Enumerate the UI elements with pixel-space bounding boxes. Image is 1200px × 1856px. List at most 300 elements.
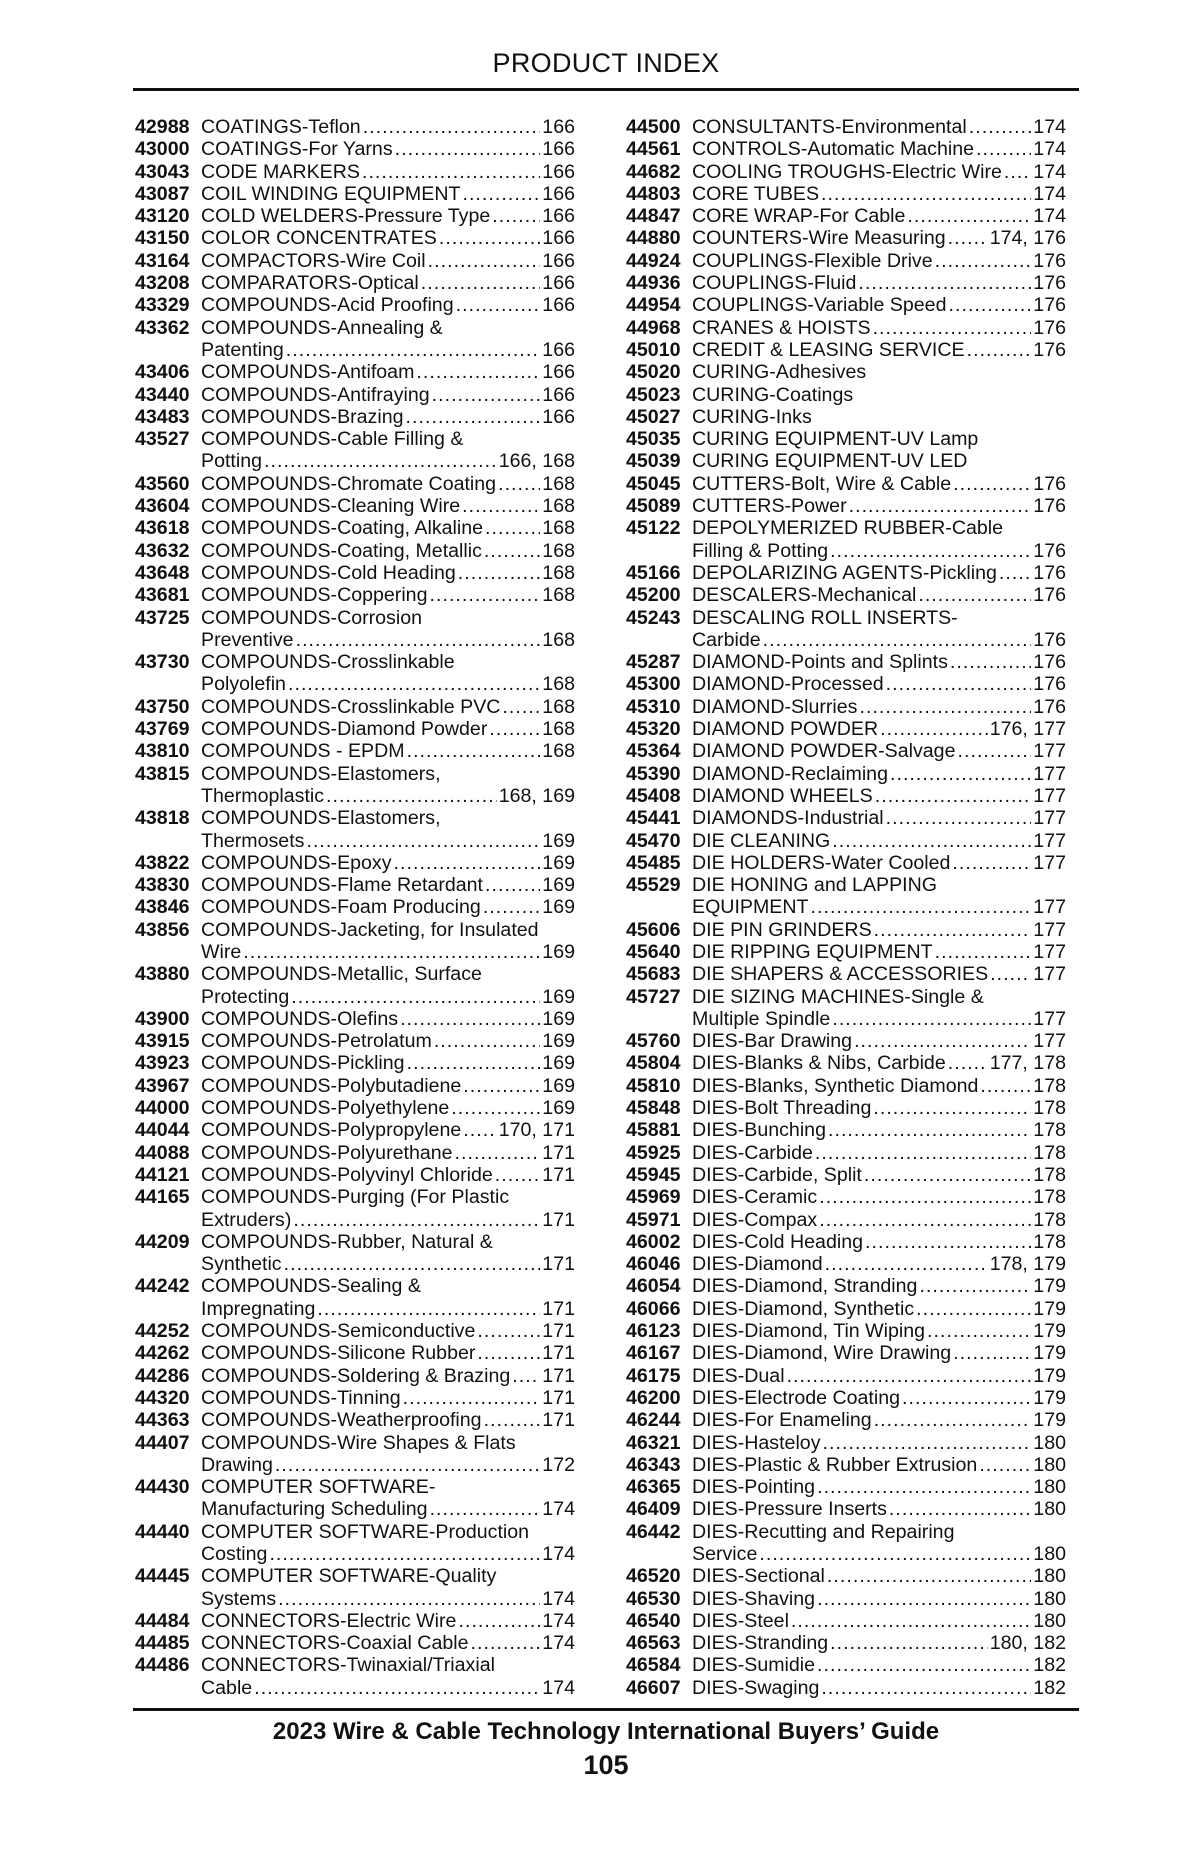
dot-leader (430, 1498, 541, 1520)
entry-code: 44262 (135, 1342, 190, 1365)
entry-code: 45035 (626, 428, 681, 451)
entry-page-ref: 178 (1033, 1119, 1066, 1142)
index-entry-line (135, 1030, 575, 1052)
entry-page-ref: 168 (542, 517, 575, 540)
dot-leader (889, 1498, 1031, 1520)
entry-page-ref: 172 (542, 1453, 575, 1476)
dot-leader (935, 941, 1032, 963)
entry-code: 45300 (626, 673, 681, 696)
dot-leader (484, 540, 540, 562)
index-entry (626, 317, 1066, 339)
entry-page-ref: 169 (542, 1074, 575, 1097)
entry-name: Systems (201, 1587, 277, 1610)
entry-name: DIES-Bar Drawing (692, 1030, 853, 1053)
entry-page-ref: 176 (1033, 472, 1066, 495)
index-entry (626, 651, 1066, 673)
entry-name: COMPOUNDS-Crosslinkable (201, 651, 455, 674)
dot-leader (787, 1365, 1032, 1387)
entry-name: DIES-Diamond, Stranding (692, 1275, 918, 1298)
entry-code: 43000 (135, 138, 190, 161)
entry-code: 45310 (626, 695, 681, 718)
dot-leader (948, 294, 1031, 316)
index-entry-line (135, 852, 575, 874)
entry-page-ref: 180 (1033, 1543, 1066, 1565)
index-entry (626, 852, 1066, 874)
index-entry (626, 250, 1066, 272)
index-entry (626, 272, 1066, 294)
dot-leader (455, 1142, 541, 1164)
entry-code: 43618 (135, 517, 190, 540)
index-entry-line (626, 1632, 1066, 1654)
index-entry-line (626, 1320, 1066, 1342)
index-entry-line (135, 495, 575, 517)
entry-code: 46563 (626, 1632, 681, 1655)
index-entry-line (135, 473, 575, 495)
index-entry-line (626, 1342, 1066, 1364)
index-entry (626, 1521, 1066, 1566)
dot-leader (957, 740, 1031, 762)
entry-code: 44486 (135, 1654, 190, 1677)
index-entry (626, 183, 1066, 205)
entry-name: CODE MARKERS (201, 160, 360, 183)
entry-page-ref: 176 (1033, 628, 1066, 651)
entry-page-ref: 177, 178 (989, 1052, 1066, 1075)
index-entry (135, 1164, 575, 1186)
entry-code: 45027 (626, 405, 681, 428)
index-entry (626, 1298, 1066, 1320)
index-entry (626, 1052, 1066, 1074)
index-entry (626, 763, 1066, 785)
dot-leader (1004, 161, 1031, 183)
dot-leader (306, 830, 540, 852)
entry-code: 44924 (626, 249, 681, 272)
entry-name: DIAMOND-Slurries (692, 695, 858, 718)
entry-code: 46343 (626, 1453, 681, 1476)
entry-page-ref: 176 (1033, 249, 1066, 272)
entry-name: COMPOUNDS-Soldering & Brazing (201, 1364, 511, 1387)
entry-code: 43923 (135, 1052, 190, 1075)
index-entry (135, 1654, 575, 1699)
entry-page-ref: 176 (1033, 561, 1066, 584)
entry-code: 44209 (135, 1230, 190, 1253)
entry-page-ref: 180 (1033, 1453, 1066, 1476)
dot-leader (827, 1565, 1031, 1587)
dot-leader (759, 1543, 1031, 1565)
entry-code: 45010 (626, 338, 681, 361)
entry-code: 45881 (626, 1119, 681, 1142)
entry-code: 46365 (626, 1476, 681, 1499)
entry-code: 43632 (135, 539, 190, 562)
entry-page-ref: 168 (542, 740, 575, 763)
dot-leader (821, 183, 1031, 205)
entry-code: 45485 (626, 851, 681, 874)
index-entry (626, 1476, 1066, 1498)
index-entry (626, 941, 1066, 963)
dot-leader (791, 1610, 1031, 1632)
dot-leader (916, 1298, 1031, 1320)
entry-name: DEPOLYMERIZED RUBBER-Cable (692, 517, 1004, 540)
entry-page-ref: 178 (1033, 1230, 1066, 1253)
index-entry-line (626, 1498, 1066, 1520)
entry-page-ref: 169 (542, 851, 575, 874)
entry-code: 43750 (135, 695, 190, 718)
index-entry-line (135, 1008, 575, 1030)
dot-leader (477, 1320, 540, 1342)
dot-leader (254, 1677, 540, 1699)
entry-name: COMPOUNDS-Wire Shapes & Flats (201, 1431, 516, 1454)
entry-code: 45441 (626, 807, 681, 830)
index-entry-line (626, 227, 1066, 249)
entry-code: 45760 (626, 1030, 681, 1053)
entry-name: COMPOUNDS-Elastomers, (201, 807, 441, 830)
entry-name: DIES-Hasteloy (692, 1431, 821, 1454)
index-entry-line (135, 116, 575, 138)
index-entry-line (626, 428, 1066, 450)
entry-name: DIAMONDS-Industrial (692, 807, 884, 830)
index-entry (626, 874, 1066, 919)
index-entry (135, 1342, 575, 1364)
entry-code: 45945 (626, 1163, 681, 1186)
entry-code: 45470 (626, 829, 681, 852)
entry-name: DESCALING ROLL INSERTS- (692, 606, 958, 629)
entry-name: DIES-Dual (692, 1364, 785, 1387)
entry-page-ref: 171 (542, 1386, 575, 1409)
index-entry-line (135, 1543, 575, 1565)
index-entry (135, 517, 575, 539)
entry-code: 44363 (135, 1409, 190, 1432)
entry-page-ref: 177 (1033, 1007, 1066, 1030)
entry-page-ref: 171 (542, 1141, 575, 1164)
dot-leader (902, 1387, 1031, 1409)
index-entry (626, 673, 1066, 695)
entry-name: DIES-Ceramic (692, 1186, 818, 1209)
index-entry-line (135, 406, 575, 428)
index-entry-line (626, 1052, 1066, 1074)
entry-code: 44803 (626, 182, 681, 205)
dot-leader (326, 785, 497, 807)
entry-name: DIAMOND-Points and Splints (692, 651, 948, 674)
entry-name: DIES-Electrode Coating (692, 1386, 901, 1409)
index-entry-line (135, 941, 575, 963)
entry-code: 43527 (135, 428, 190, 451)
entry-code: 45727 (626, 985, 681, 1008)
entry-name: COMPOUNDS-Flame Retardant (201, 874, 483, 897)
entry-code: 46520 (626, 1565, 681, 1588)
entry-page-ref: 169 (542, 874, 575, 897)
index-entry-line (135, 339, 575, 361)
index-entry (135, 807, 575, 852)
dot-leader (495, 1164, 541, 1186)
dot-leader (456, 294, 541, 316)
entry-code: 45045 (626, 472, 681, 495)
index-entry (626, 1275, 1066, 1297)
entry-name: COLOR CONCENTRATES (201, 227, 437, 250)
entry-page-ref: 174 (542, 1676, 575, 1699)
entry-code: 43815 (135, 762, 190, 785)
dot-leader (815, 1142, 1031, 1164)
index-entry-line (135, 1164, 575, 1186)
entry-name: COMPOUNDS-Coating, Alkaline (201, 517, 484, 540)
entry-code: 44500 (626, 116, 681, 138)
index-entry (626, 830, 1066, 852)
entry-name: COMPOUNDS-Coppering (201, 584, 428, 607)
entry-name: COMPOUNDS-Acid Proofing (201, 294, 454, 317)
entry-name: DIES-Diamond, Wire Drawing (692, 1342, 952, 1365)
index-entry (135, 473, 575, 495)
index-entry-line (135, 740, 575, 762)
entry-page-ref: 182 (1033, 1654, 1066, 1677)
index-entry-line (135, 1476, 575, 1498)
index-entry-line (626, 1186, 1066, 1208)
entry-code: 44165 (135, 1186, 190, 1209)
index-entry-line (135, 651, 575, 673)
entry-page-ref: 176 (1033, 584, 1066, 607)
entry-page-ref: 179 (1033, 1409, 1066, 1432)
dot-leader (395, 138, 541, 160)
entry-code: 44440 (135, 1520, 190, 1543)
entry-name: CONNECTORS-Coaxial Cable (201, 1632, 469, 1655)
entry-name: COMPOUNDS-Crosslinkable PVC (201, 695, 501, 718)
entry-page-ref: 168 (542, 628, 575, 651)
entry-page-ref: 168 (542, 561, 575, 584)
entry-name: DIE CLEANING (692, 829, 831, 852)
index-entry (626, 294, 1066, 316)
dot-leader (859, 696, 1031, 718)
entry-code: 43406 (135, 361, 190, 384)
dot-leader (810, 896, 1031, 918)
index-entry (135, 1409, 575, 1431)
entry-name: COMPOUNDS-Annealing & (201, 316, 443, 339)
index-entry-line (626, 1275, 1066, 1297)
entry-code: 43818 (135, 807, 190, 830)
entry-code: 45200 (626, 584, 681, 607)
entry-name: COMPOUNDS-Cold Heading (201, 561, 456, 584)
entry-code: 43856 (135, 918, 190, 941)
entry-name: COMPOUNDS-Corrosion (201, 606, 423, 629)
entry-name: Synthetic (201, 1253, 282, 1276)
entry-code: 43604 (135, 495, 190, 518)
index-entry (626, 1186, 1066, 1208)
index-entry-line (135, 830, 575, 852)
dot-leader (317, 1298, 540, 1320)
index-entry (626, 384, 1066, 406)
index-entry-line (135, 896, 575, 918)
entry-page-ref: 168 (542, 539, 575, 562)
index-entry (135, 763, 575, 808)
entry-name: COMPUTER SOFTWARE- (201, 1476, 436, 1499)
entry-code: 44121 (135, 1163, 190, 1186)
entry-name: COMPOUNDS-Semiconductive (201, 1320, 476, 1343)
entry-code: 44407 (135, 1431, 190, 1454)
dot-leader (483, 896, 540, 918)
entry-code: 44682 (626, 160, 681, 183)
entry-page-ref: 168 (542, 472, 575, 495)
entry-code: 45971 (626, 1208, 681, 1231)
index-entry-line (626, 1409, 1066, 1431)
entry-code: 43648 (135, 561, 190, 584)
index-entry-line (135, 1610, 575, 1632)
entry-code: 44485 (135, 1632, 190, 1655)
index-entry-line (135, 1677, 575, 1699)
entry-code: 45023 (626, 383, 681, 406)
entry-name: DIE HOLDERS-Water Cooled (692, 851, 951, 874)
index-entry-line (626, 1677, 1066, 1699)
entry-page-ref: 178 (1033, 1186, 1066, 1209)
index-entry (626, 562, 1066, 584)
index-entry-line (135, 718, 575, 740)
index-entry-line (135, 1387, 575, 1409)
dot-leader (950, 651, 1031, 673)
entry-code: 45020 (626, 361, 681, 384)
entry-code: 43362 (135, 316, 190, 339)
index-entry (135, 696, 575, 718)
entry-page-ref: 169 (542, 829, 575, 852)
dot-leader (825, 1253, 988, 1275)
index-entry-line (135, 161, 575, 183)
entry-code: 45640 (626, 940, 681, 963)
entry-code: 43730 (135, 651, 190, 674)
index-entry-line (135, 1075, 575, 1097)
entry-page-ref: 174 (542, 1609, 575, 1632)
entry-name: Multiple Spindle (692, 1007, 831, 1030)
entry-name: DIES-For Enameling (692, 1409, 872, 1432)
index-entry-line (135, 763, 575, 785)
dot-leader (463, 1075, 540, 1097)
entry-name: DIAMOND POWDER (692, 718, 879, 741)
entry-page-ref: 179 (1033, 1342, 1066, 1365)
index-entry (626, 205, 1066, 227)
index-entry-line (626, 785, 1066, 807)
entry-page-ref: 180 (1033, 1498, 1066, 1521)
entry-page-ref: 169 (542, 1052, 575, 1075)
entry-name: DIE HONING and LAPPING (692, 874, 937, 897)
entry-code: 43440 (135, 383, 190, 406)
index-entry-line (626, 584, 1066, 606)
entry-name: Thermoplastic (201, 784, 325, 807)
entry-page-ref: 166 (542, 361, 575, 384)
index-entry-line (135, 1498, 575, 1520)
index-entry (135, 874, 575, 896)
entry-code: 45166 (626, 561, 681, 584)
index-entry-line (626, 450, 1066, 472)
entry-code: 44847 (626, 205, 681, 228)
entry-name: COIL WINDING EQUIPMENT (201, 182, 461, 205)
index-entry (135, 919, 575, 964)
index-entry (626, 428, 1066, 450)
entry-code: 43208 (135, 272, 190, 295)
index-entry (135, 562, 575, 584)
entry-code: 46540 (626, 1609, 681, 1632)
entry-page-ref: 178 (1033, 1208, 1066, 1231)
index-entry (626, 1231, 1066, 1253)
dot-leader (288, 673, 540, 695)
entry-code: 44430 (135, 1476, 190, 1499)
index-entry-line (626, 294, 1066, 316)
entry-name: COMPOUNDS-Antifoam (201, 361, 415, 384)
entry-page-ref: 178 (1033, 1097, 1066, 1120)
dot-leader (874, 919, 1032, 941)
index-entry (135, 1030, 575, 1052)
entry-page-ref: 169 (542, 1030, 575, 1053)
entry-code: 45683 (626, 963, 681, 986)
index-entry (626, 696, 1066, 718)
entry-code: 44088 (135, 1141, 190, 1164)
entry-name: COMPOUNDS - EPDM (201, 740, 405, 763)
entry-code: 46167 (626, 1342, 681, 1365)
dot-leader (849, 495, 1032, 517)
entry-code: 45848 (626, 1097, 681, 1120)
dot-leader (763, 629, 1032, 651)
index-entry (135, 138, 575, 160)
index-entry (626, 473, 1066, 495)
index-entry-line (626, 941, 1066, 963)
dot-leader (502, 696, 540, 718)
index-entry (135, 1275, 575, 1320)
entry-code: 43915 (135, 1030, 190, 1053)
index-entry (626, 1565, 1066, 1587)
index-entry (626, 1342, 1066, 1364)
index-entry-line (626, 607, 1066, 629)
entry-name: DIES-Bunching (692, 1119, 826, 1142)
dot-leader (830, 1632, 988, 1654)
entry-name: COLD WELDERS-Pressure Type (201, 205, 491, 228)
index-entry (135, 1387, 575, 1409)
entry-name: DEPOLARIZING AGENTS-Pickling (692, 561, 997, 584)
entry-code: 45804 (626, 1052, 681, 1075)
entry-name: CURING-Inks (692, 405, 812, 428)
dot-leader (875, 785, 1032, 807)
header-rule (133, 88, 1079, 91)
entry-page-ref: 171 (542, 1409, 575, 1432)
entry-page-ref: 177 (1033, 918, 1066, 941)
entry-page-ref: 180 (1033, 1565, 1066, 1588)
index-entry-line (135, 1097, 575, 1119)
index-entry-line (626, 1588, 1066, 1610)
index-entry-line (135, 1231, 575, 1253)
dot-leader (828, 1119, 1031, 1141)
entry-page-ref: 176, 177 (989, 718, 1066, 741)
entry-name: COMPUTER SOFTWARE-Quality (201, 1565, 497, 1588)
dot-leader (817, 1476, 1031, 1498)
entry-name: DESCALERS-Mechanical (692, 584, 917, 607)
entry-page-ref: 177 (1033, 896, 1066, 919)
index-entry-line (626, 807, 1066, 829)
index-entry-line (135, 874, 575, 896)
dot-leader (880, 718, 988, 740)
index-entry (135, 227, 575, 249)
dot-leader (434, 1030, 540, 1052)
entry-name: COMPOUNDS-Antifraying (201, 383, 430, 406)
entry-code: 46002 (626, 1230, 681, 1253)
index-entry (626, 785, 1066, 807)
entry-name: COUNTERS-Wire Measuring (692, 227, 946, 250)
entry-page-ref: 166 (542, 338, 575, 361)
entry-code: 44242 (135, 1275, 190, 1298)
index-entry-line (626, 1654, 1066, 1676)
entry-page-ref: 178 (1033, 1163, 1066, 1186)
entry-page-ref: 166 (542, 249, 575, 272)
entry-name: CUTTERS-Bolt, Wire & Cable (692, 472, 952, 495)
index-entry-line (626, 116, 1066, 138)
entry-code: 43822 (135, 851, 190, 874)
entry-code: 43900 (135, 1007, 190, 1030)
entry-page-ref: 178, 179 (989, 1253, 1066, 1276)
index-entry-line (135, 673, 575, 695)
index-entry (135, 1186, 575, 1231)
entry-name: Polyolefin (201, 673, 286, 696)
entry-name: DIES-Carbide, Split (692, 1163, 862, 1186)
index-entry-line (626, 1209, 1066, 1231)
